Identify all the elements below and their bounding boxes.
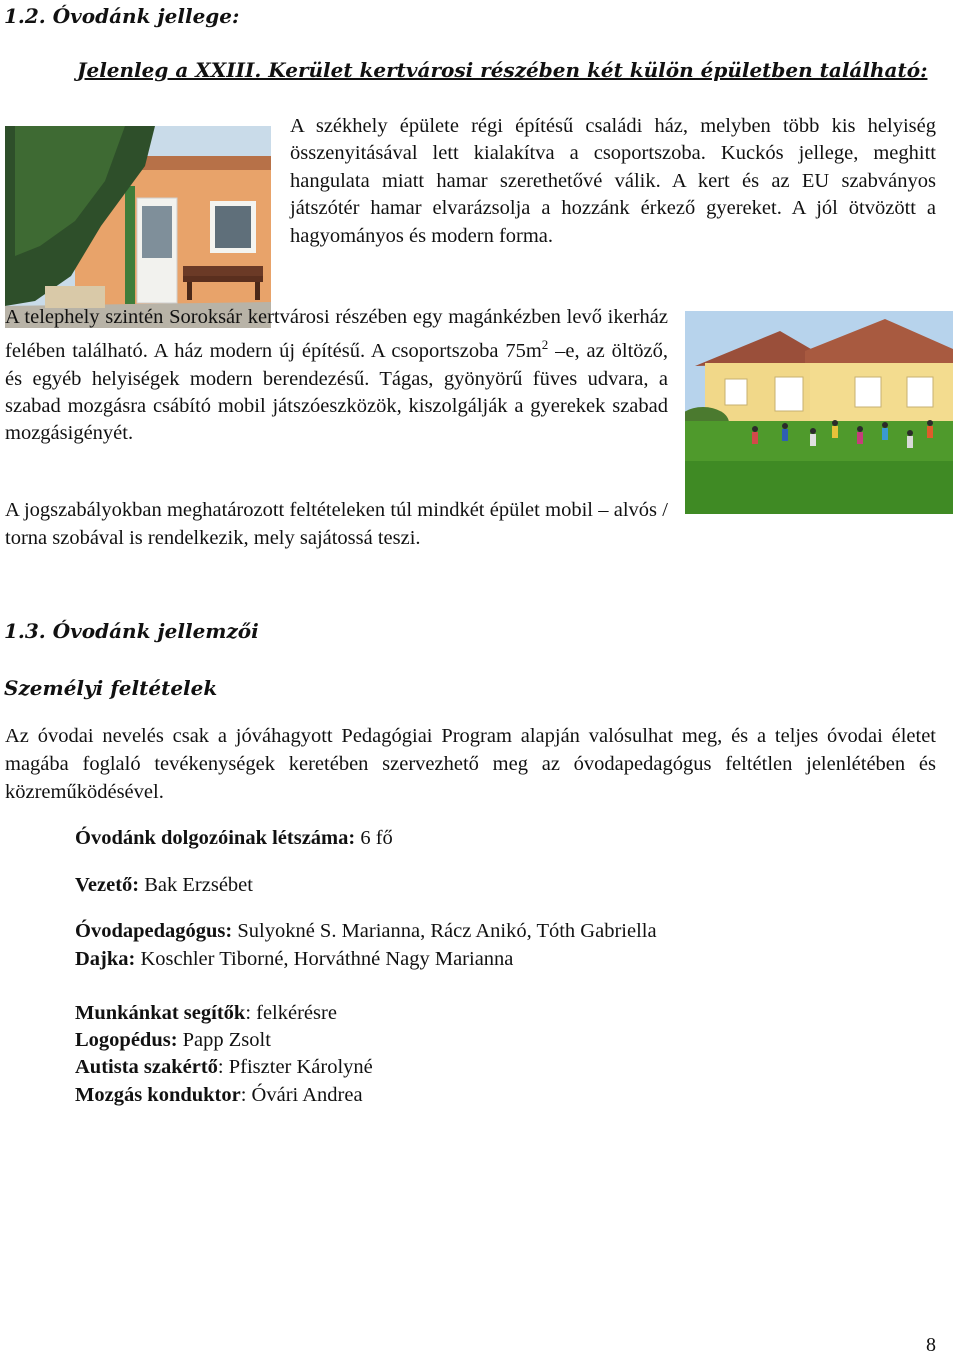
speech-therapist-label: Logopédus: bbox=[75, 1029, 178, 1051]
nannies-value: Koschler Tiborné, Horváthné Nagy Marianna bbox=[135, 948, 514, 970]
site-paragraph-part-2: –e, az öltöző, és egyéb helyiségek modern berendezésű. Tágas, gyönyörű füves udvara, a szabad mozgásra csábító mobil játszóeszközök, kiszolgálják a gyerekek szabad mozgásigényét. bbox=[5, 340, 668, 445]
teachers-label: Óvodapedagógus: bbox=[75, 920, 233, 942]
helpers-line bbox=[75, 1000, 337, 1027]
page-number: 8 bbox=[926, 1334, 936, 1356]
nannies-line bbox=[75, 946, 513, 973]
teachers-value: Sulyokné S. Marianna, Rácz Anikó, Tóth Gabriella bbox=[232, 920, 657, 942]
helpers-label: Munkánkat segítők bbox=[75, 1002, 246, 1024]
autism-expert-line bbox=[75, 1054, 373, 1081]
nannies-label: Dajka: bbox=[75, 948, 136, 970]
autism-expert-label: Autista szakértő bbox=[75, 1056, 218, 1078]
autism-expert-value: : Pfiszter Károlyné bbox=[217, 1056, 373, 1078]
speech-therapist-value: Papp Zsolt bbox=[177, 1029, 271, 1051]
personnel-subheading: Személyi feltételek bbox=[4, 676, 218, 700]
site-paragraph bbox=[5, 304, 668, 448]
site-building-photo bbox=[685, 311, 953, 514]
movement-conductor-line bbox=[75, 1082, 363, 1109]
personnel-paragraph: Az óvodai nevelés csak a jóváhagyott Pedagógiai Program alapján valósulhat meg, és a teljes óvodai életet magába foglaló tevékenységek keretében szervezhető meg az óvodapedagógus feltétlen jelenlétében és közreműködésével. bbox=[5, 725, 936, 803]
headquarters-photo bbox=[5, 126, 271, 328]
legal-paragraph: A jogszabályokban meghatározott feltételeken túl mindkét épület mobil – alvós / torna szobával is rendelkezik, mely sajátossá teszi. bbox=[5, 499, 668, 549]
site-paragraph-part-1: A telephely szintén Soroksár kertvárosi részében egy magánkézben levő ikerház felében található. A ház modern új építésű. A csoportszoba 75m bbox=[5, 306, 668, 363]
section-heading-1-2: 1.2. Óvodánk jellege: bbox=[4, 4, 240, 28]
director-label: Vezető: bbox=[75, 874, 140, 896]
headquarters-paragraph: A székhely épülete régi építésű családi ház, melyben több kis helyiség összenyitásával lett kialakítva a csoportszoba. Kuckós jellege, meghitt hangulata miatt hamar szerethetővé válik. A kert és az EU szabványos játszótér hamar elvarázsolja a hozzánk érkező gyereket. A jól ötvözött a hagyományos és modern forma. bbox=[290, 115, 936, 247]
movement-conductor-value: : Óvári Andrea bbox=[240, 1084, 363, 1106]
staff-count-value: 6 fő bbox=[355, 827, 393, 849]
teachers-line bbox=[75, 918, 657, 945]
staff-count-label: Óvodánk dolgozóinak létszáma: bbox=[75, 827, 356, 849]
speech-therapist-line bbox=[75, 1027, 271, 1054]
director-line bbox=[75, 872, 253, 899]
location-subheading: Jelenleg a XXIII. Kerület kertvárosi részében két külön épületben található: bbox=[77, 58, 928, 82]
director-value: Bak Erzsébet bbox=[139, 874, 253, 896]
superscript-2: 2 bbox=[541, 337, 549, 353]
movement-conductor-label: Mozgás konduktor bbox=[75, 1084, 241, 1106]
helpers-value: : felkérésre bbox=[245, 1002, 337, 1024]
section-heading-1-3: 1.3. Óvodánk jellemzői bbox=[4, 619, 259, 643]
staff-count-line bbox=[75, 825, 393, 852]
